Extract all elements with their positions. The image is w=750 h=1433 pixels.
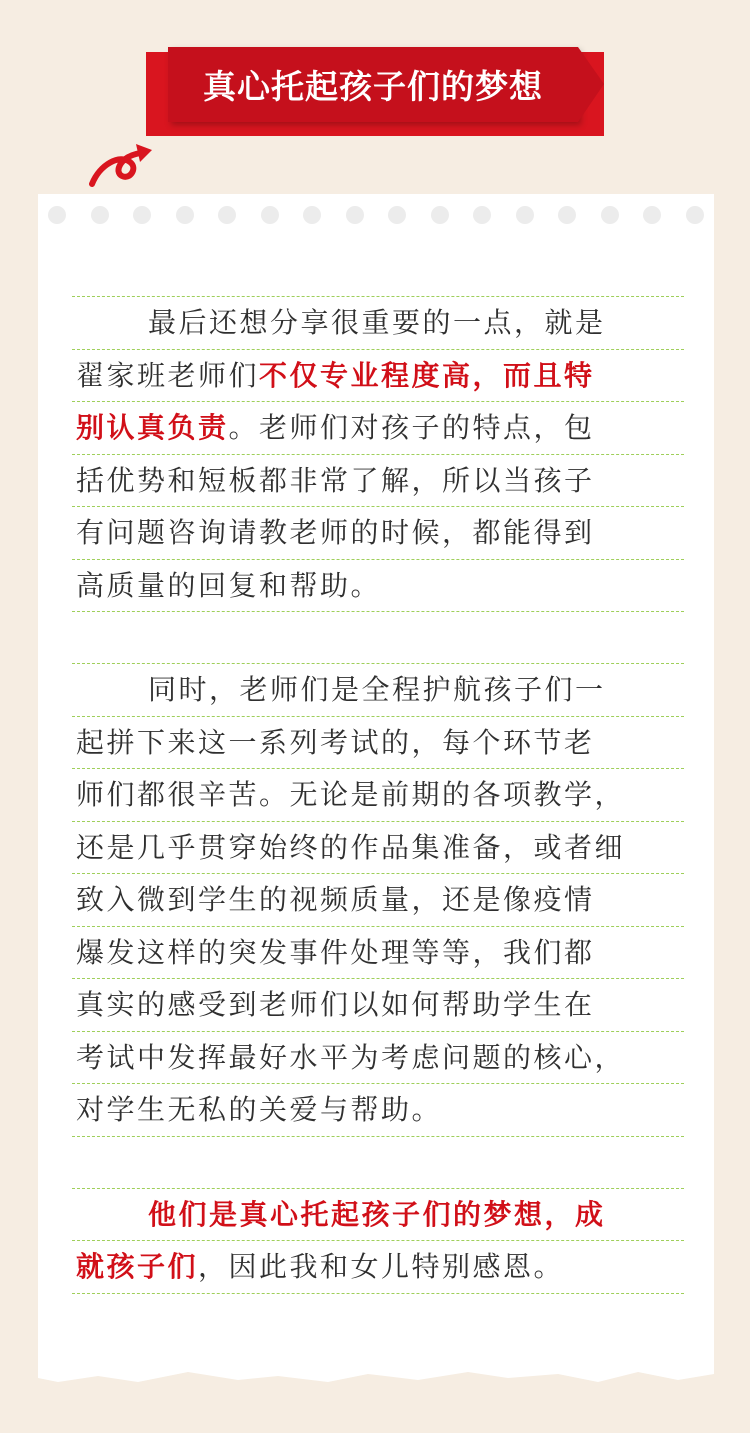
highlighted-text: 就孩子们 <box>76 1250 199 1283</box>
body-text: 考试中发挥最好水平为考虑问题的核心， <box>76 1040 626 1074</box>
text-line <box>72 927 684 980</box>
body-text: 。老师们对孩子的特点，包 <box>228 411 595 444</box>
binder-hole <box>388 206 406 224</box>
letter-body <box>72 296 684 1294</box>
text-line <box>72 1032 684 1085</box>
binder-hole <box>91 206 109 224</box>
banner-title: 真心托起孩子们的梦想 <box>203 67 543 106</box>
text-line <box>72 822 684 875</box>
text-line <box>72 717 684 770</box>
binder-hole <box>133 206 151 224</box>
text-line <box>72 402 684 455</box>
body-text: 师们都很辛苦。无论是前期的各项教学， <box>76 778 626 811</box>
body-text: ，因此我和女儿特别感恩。 <box>198 1250 565 1283</box>
highlighted-text: 别认真负责 <box>76 411 229 444</box>
text-line <box>72 874 684 927</box>
paragraph <box>72 297 684 612</box>
body-text: 有问题咨询请教老师的时候，都能得到 <box>76 516 595 549</box>
binder-hole <box>473 206 491 224</box>
body-text: 高质量的回复和帮助。 <box>76 568 382 602</box>
body-text: 还是几乎贯穿始终的作品集准备，或者细 <box>76 830 626 864</box>
binder-hole <box>303 206 321 224</box>
text-line <box>72 979 684 1032</box>
paragraph-gap <box>72 612 684 664</box>
highlighted-text: 他们是真心托起孩子们的梦想，成 <box>148 1197 606 1231</box>
binder-hole <box>558 206 576 224</box>
text-line <box>72 455 684 508</box>
binder-hole <box>643 206 661 224</box>
binder-hole <box>516 206 534 224</box>
text-line <box>72 1189 684 1242</box>
text-line <box>72 350 684 403</box>
binder-hole <box>601 206 619 224</box>
text-line <box>72 664 684 717</box>
binder-hole <box>176 206 194 224</box>
body-text: 同时，老师们是全程护航孩子们一 <box>148 673 606 706</box>
paragraph <box>72 1189 684 1294</box>
body-text: 最后还想分享很重要的一点，就是 <box>148 306 606 339</box>
binder-hole <box>431 206 449 224</box>
binder-holes <box>38 206 714 226</box>
text-line <box>72 1084 684 1137</box>
text-line <box>72 560 684 613</box>
body-text: 对学生无私的关爱与帮助。 <box>76 1093 443 1126</box>
binder-hole <box>686 206 704 224</box>
text-line <box>72 1241 684 1294</box>
binder-hole <box>218 206 236 224</box>
body-text: 翟家班老师们 <box>76 358 260 392</box>
text-line <box>72 297 684 350</box>
curl-arrow-icon <box>86 140 156 192</box>
paragraph <box>72 664 684 1137</box>
body-text: 起拼下来这一系列考试的，每个环节老 <box>76 725 595 759</box>
body-text: 真实的感受到老师们以如何帮助学生在 <box>76 988 595 1021</box>
body-text: 爆发这样的突发事件处理等等，我们都 <box>76 935 595 969</box>
torn-paper-edge <box>38 1352 714 1392</box>
binder-hole <box>261 206 279 224</box>
body-text: 致入微到学生的视频质量，还是像疫情 <box>76 883 595 916</box>
binder-hole <box>48 206 66 224</box>
binder-hole <box>346 206 364 224</box>
paragraph-gap <box>72 1137 684 1189</box>
body-text: 括优势和短板都非常了解，所以当孩子 <box>76 463 595 497</box>
highlighted-text: 不仅专业程度高，而且特 <box>259 358 595 392</box>
banner-ribbon <box>168 47 578 122</box>
text-line <box>72 507 684 560</box>
text-line <box>72 769 684 822</box>
title-banner <box>0 0 750 200</box>
